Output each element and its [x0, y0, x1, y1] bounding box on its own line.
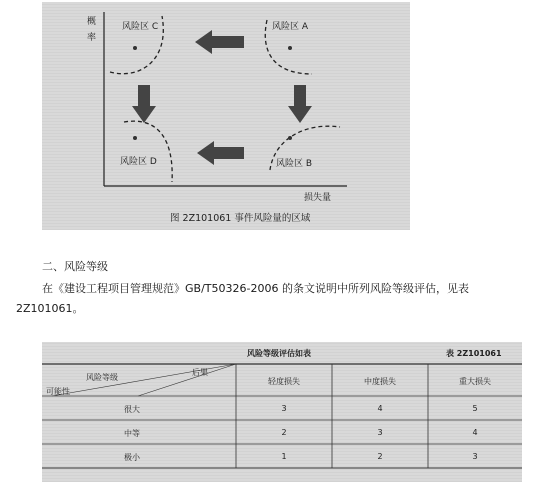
table-cell: 3 [377, 428, 383, 437]
arrow-a-to-b [288, 85, 312, 123]
row-label-very-large: 很大 [124, 405, 140, 414]
col-header-major-loss: 重大损失 [459, 377, 491, 386]
diag-header-likelihood: 可能性 [46, 387, 70, 396]
figure-risk-zones [42, 2, 410, 230]
table-cell: 2 [377, 452, 383, 461]
zone-label-b: 风险区 B [276, 159, 313, 169]
zone-label-c: 风险区 C [122, 22, 159, 32]
zone-label-d: 风险区 D [120, 157, 157, 167]
zone-a-dot [288, 46, 292, 50]
diag-header-risk-level: 风险等级 [86, 373, 118, 382]
table-cell: 4 [472, 428, 478, 437]
y-axis-label: 概率 [87, 17, 97, 43]
x-axis-label: 损失量 [304, 193, 332, 203]
figure-caption: 图 2Z101061 事件风险量的区域 [170, 213, 311, 224]
table-cell: 5 [472, 404, 478, 413]
row-label-very-small: 极小 [124, 453, 140, 462]
table-cell: 1 [281, 452, 287, 461]
paragraph-line-2: 2Z101061。 [16, 302, 84, 315]
table-title: 风险等级评估如表 [247, 349, 311, 358]
col-header-minor-loss: 轻度损失 [268, 377, 300, 386]
col-header-moderate-loss: 中度损失 [364, 377, 396, 386]
zone-d-boundary [124, 121, 172, 182]
section-heading: 二、风险等级 [42, 260, 108, 273]
table-cell: 2 [281, 428, 287, 437]
zone-c-dot [133, 46, 137, 50]
zone-d-dot [133, 136, 137, 140]
paragraph-line-1: 在《建设工程项目管理规范》GB/T50326-2006 的条文说明中所列风险等级评估，见表 [42, 282, 469, 295]
row-label-medium: 中等 [124, 429, 140, 438]
zone-b-dot [288, 136, 292, 140]
diag-header-consequence: 后果 [192, 368, 208, 377]
table-cell: 3 [472, 452, 478, 461]
arrow-a-to-c [195, 30, 244, 54]
table-cell: 3 [281, 404, 287, 413]
table-number: 表 2Z101061 [446, 349, 502, 358]
arrow-c-to-d [132, 85, 156, 123]
zone-label-a: 风险区 A [272, 22, 309, 32]
arrow-b-to-d [197, 141, 244, 165]
risk-level-table [42, 342, 522, 482]
table-cell: 4 [377, 404, 383, 413]
